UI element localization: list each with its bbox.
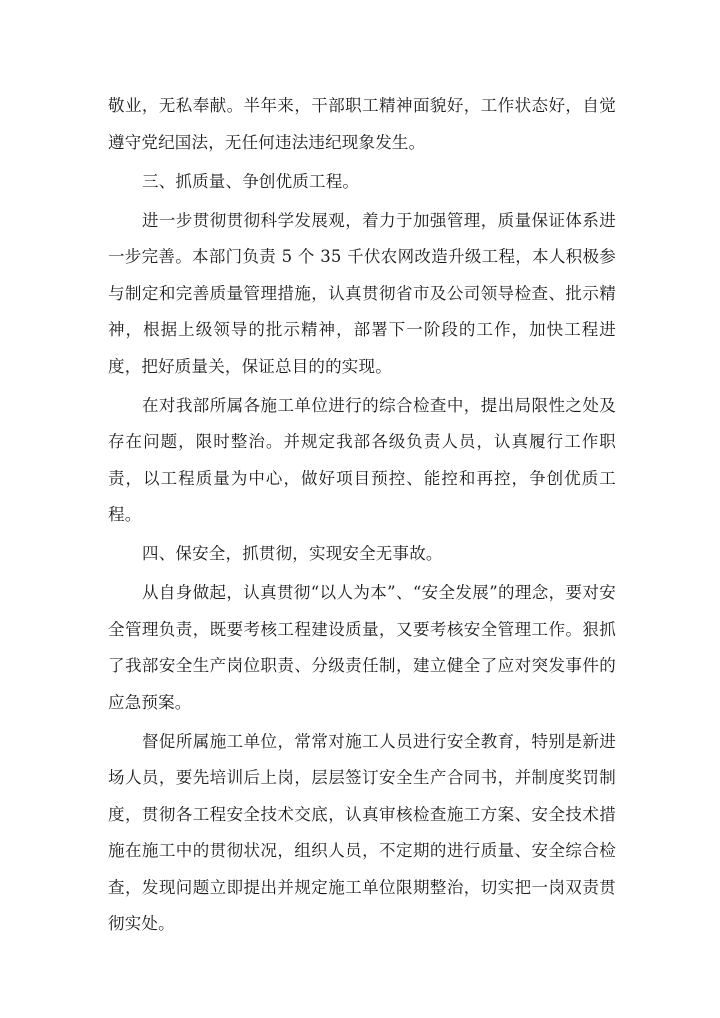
paragraph-continuation: 敬业，无私奉献。半年来，干部职工精神面貌好，工作状态好，自觉遵守党纪国法，无任何违法违纪现象发生。 bbox=[108, 96, 616, 152]
paragraph-quality-system: 进一步贯彻贯彻科学发展观，着力于加强管理，质量保证体系进一步完善。本部门负责 5 个 35 千伏农网改造升级工程，本人积极参与制定和完善质量管理措施，认真贯彻省市及公司领导检查、批示精神，根据上级领导的批示精神，部署下一阶段的工作，加快工程进度，把好质量关，保证总目的的实现。 bbox=[108, 210, 616, 376]
paragraph-safety-education: 督促所属施工单位，常常对施工人员进行安全教育，特别是新进场人员，要先培训后上岗，层层签订安全生产合同书，并制度奖罚制度，贯彻各工程安全技术交底，认真审核检查施工方案、安全技术措施在施工中的贯彻状况，组织人员，不定期的进行质量、安全综合检查，发现问题立即提出并规定施工单位限期整治，切实把一岗双责贯彻实处。 bbox=[108, 731, 616, 933]
section-heading-safety: 四、保安全，抓贯彻，实现安全无事故。 bbox=[142, 544, 443, 563]
document-page bbox=[108, 88, 616, 945]
paragraph-inspection: 在对我部所属各施工单位进行的综合检查中，提出局限性之处及存在问题，限时整治。并规定我部各级负责人员，认真履行工作职责，以工程质量为中心，做好项目预控、能控和再控，争创优质工程。 bbox=[108, 395, 616, 524]
paragraph-safety-philosophy: 从自身做起，认真贯彻“以人为本”、“安全发展”的理念，要对安全管理负责，既要考核工程建设质量，又要考核安全管理工作。狠抓了我部安全生产岗位职责、分级责任制，建立健全了应对突发事件的应急预案。 bbox=[108, 583, 616, 712]
section-heading-quality: 三、抓质量、争创优质工程。 bbox=[142, 171, 360, 191]
